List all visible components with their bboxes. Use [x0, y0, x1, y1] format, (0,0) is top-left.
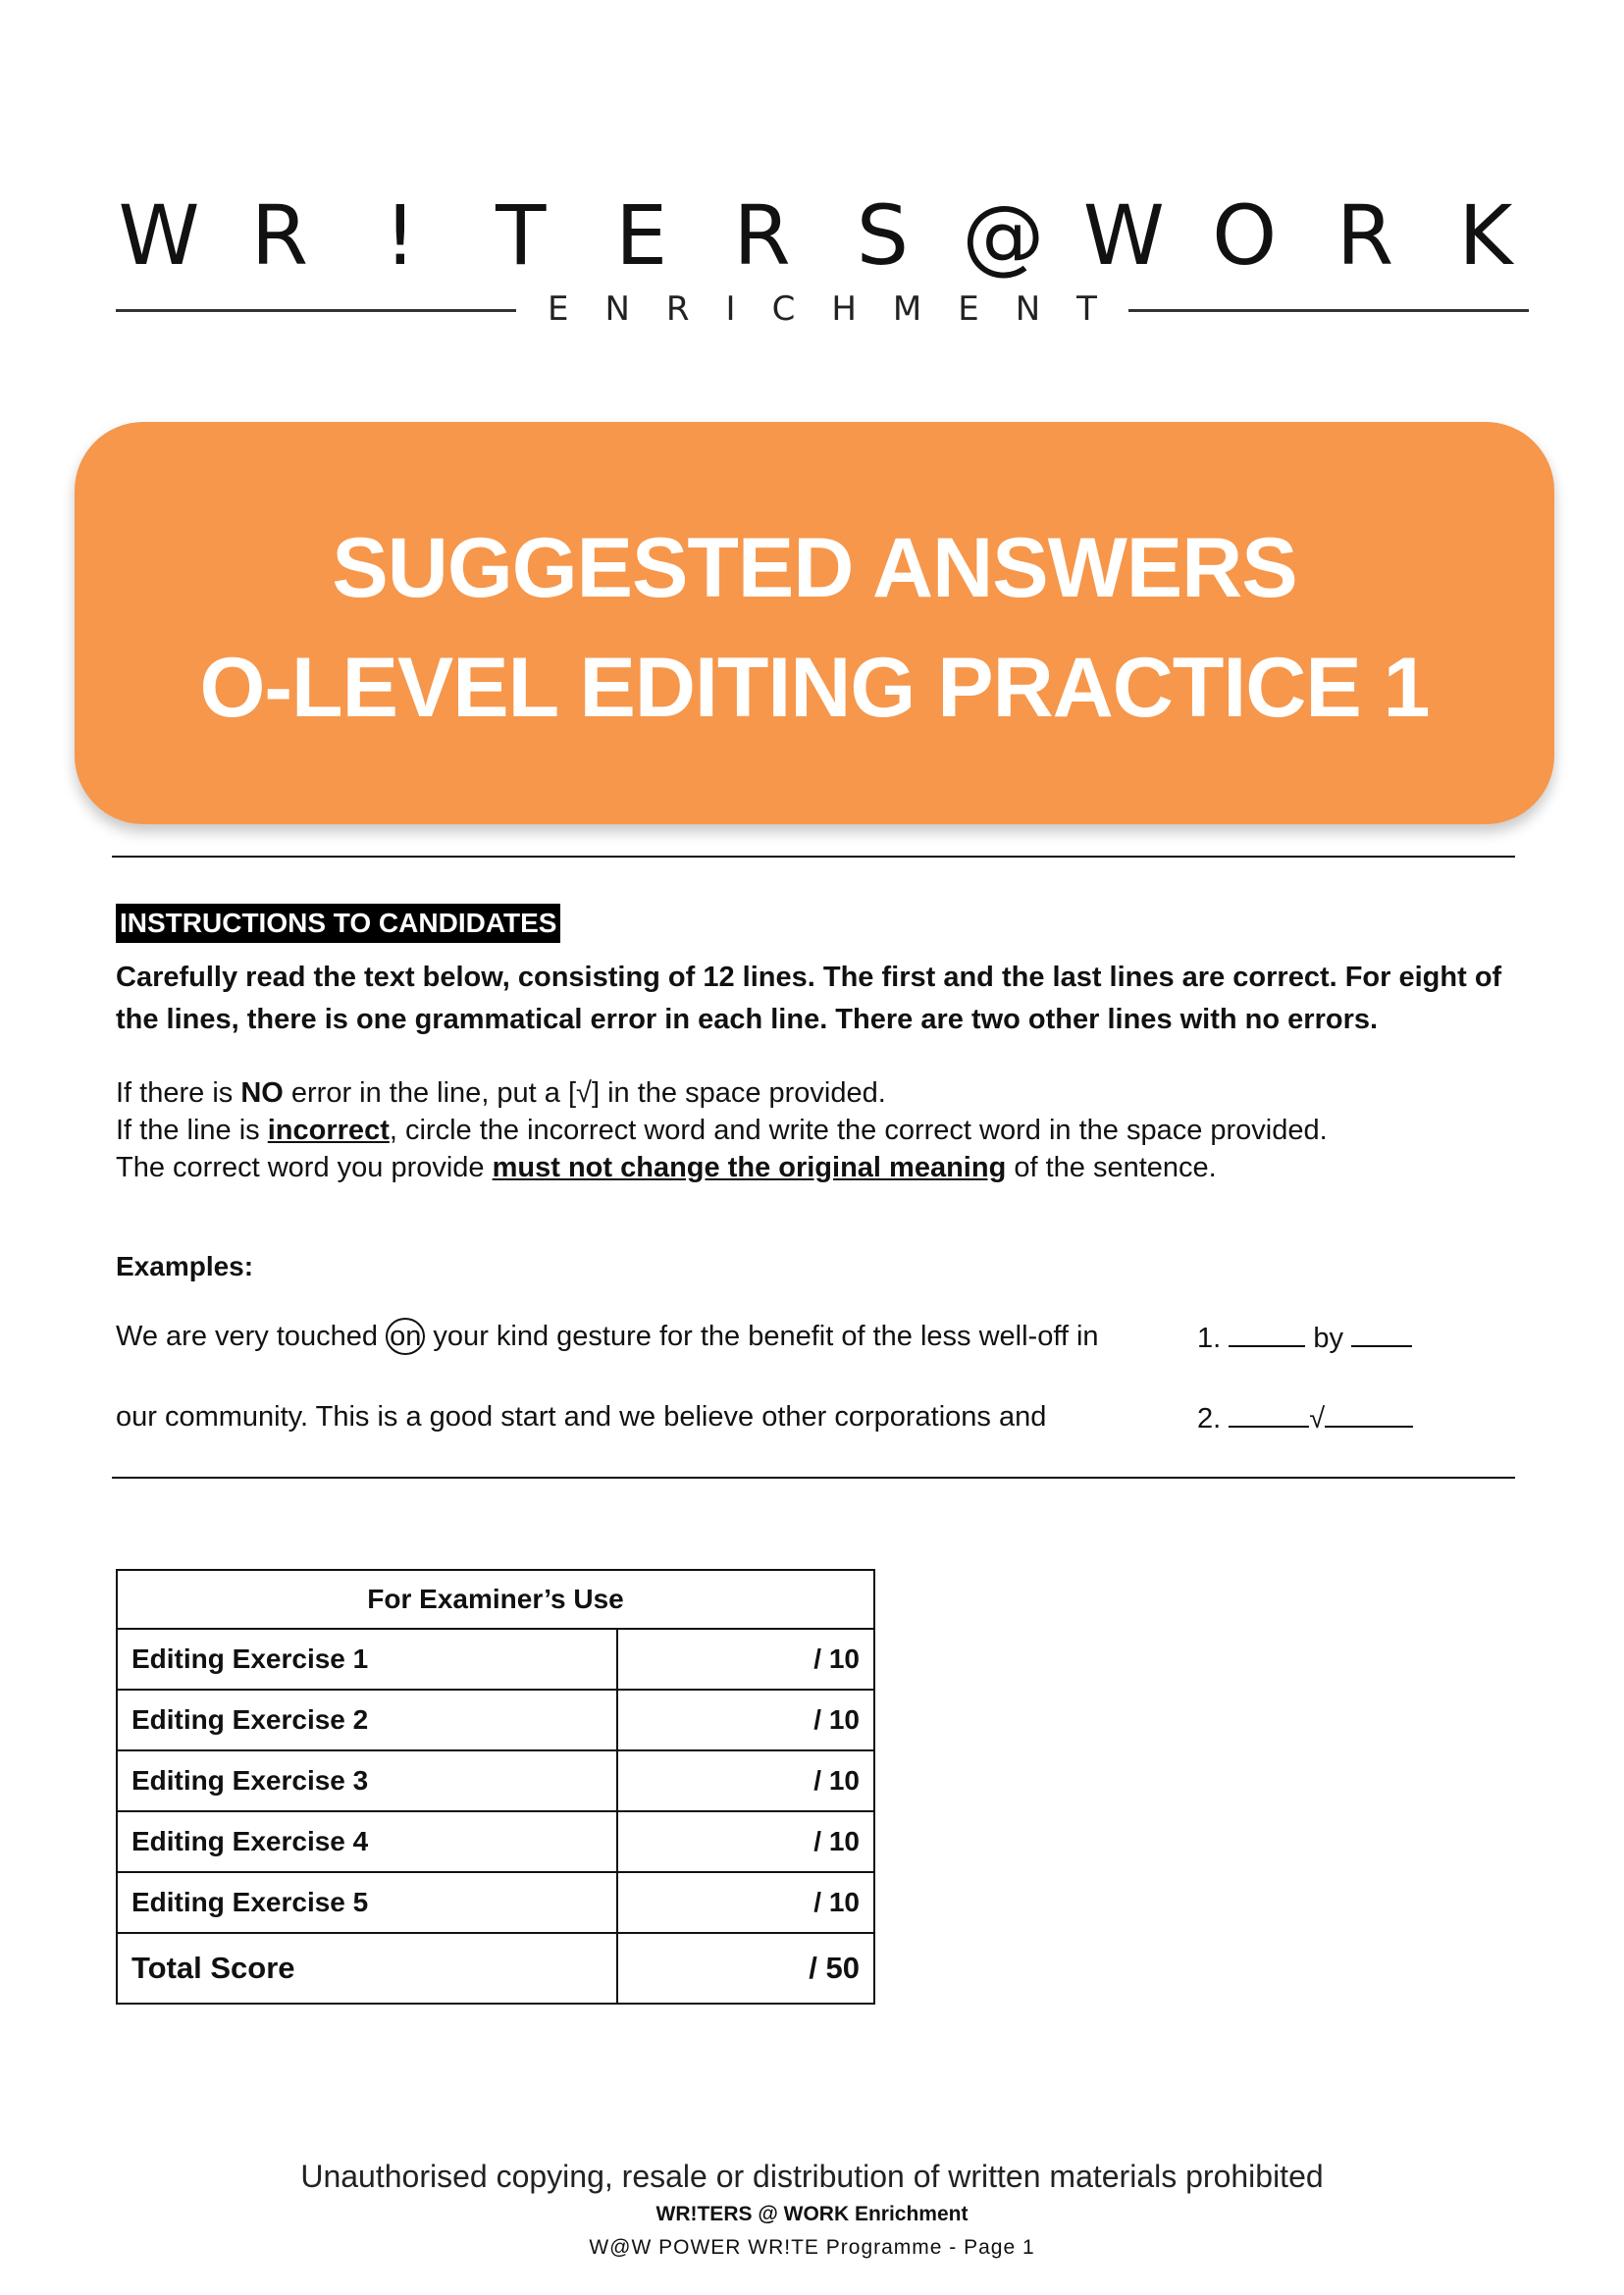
- divider-top: [112, 856, 1515, 858]
- example-line-1: [116, 1318, 1099, 1355]
- table-row: [117, 1872, 874, 1933]
- logo-sub-letter: E: [958, 289, 979, 329]
- logo-sub-letter: E: [548, 289, 569, 329]
- total-value: / 50: [617, 1933, 874, 2004]
- answer-blank: [1351, 1318, 1412, 1347]
- banner-title-line1: SUGGESTED ANSWERS: [332, 521, 1297, 615]
- footer-page-number: W@W POWER WR!TE Programme - Page 1: [589, 2236, 1035, 2259]
- logo-letter: O: [1212, 187, 1278, 284]
- answer-tick: √: [1309, 1403, 1326, 1434]
- banner-title-line2: O-LEVEL EDITING PRACTICE 1: [199, 641, 1430, 735]
- title-banner: [75, 422, 1554, 824]
- answer-blank: [1229, 1398, 1309, 1428]
- example-answer-2: [1197, 1398, 1413, 1437]
- table-header-row: [117, 1570, 874, 1629]
- total-label: Total Score: [117, 1933, 617, 2004]
- row-value: / 10: [617, 1690, 874, 1750]
- table-row: [117, 1690, 874, 1750]
- text: , circle the incorrect word and write the correct word in the space provided.: [389, 1115, 1328, 1146]
- instructions-heading: INSTRUCTIONS TO CANDIDATES: [116, 904, 560, 943]
- emphasis-incorrect: incorrect: [267, 1115, 390, 1146]
- logo-sub-letter: N: [1015, 289, 1041, 329]
- writers-at-work-logo: [116, 187, 1529, 339]
- answer-blank: [1325, 1398, 1413, 1428]
- row-value: / 10: [617, 1750, 874, 1811]
- text: your kind gesture for the benefit of the less well-off in: [425, 1321, 1099, 1352]
- logo-letter: W: [118, 187, 200, 284]
- row-label: Editing Exercise 4: [117, 1811, 617, 1872]
- logo-letter: T: [496, 187, 547, 284]
- example-line-2: our community. This is a good start and we believe other corporations and: [116, 1401, 1047, 1433]
- total-row: [117, 1933, 874, 2004]
- logo-rule-left: [116, 309, 516, 312]
- logo-sub-letter: N: [604, 289, 630, 329]
- row-value: / 10: [617, 1811, 874, 1872]
- logo-sub-letter: M: [892, 289, 922, 329]
- logo-sub-letter: T: [1076, 289, 1097, 329]
- text: The correct word you provide: [116, 1152, 493, 1183]
- text: We are very touched: [116, 1321, 387, 1352]
- text: error in the line, put a [√] in the space provided.: [283, 1077, 886, 1109]
- row-value: / 10: [617, 1629, 874, 1690]
- logo-letter: E: [615, 187, 668, 284]
- footer-brand: WR!TERS @ WORK Enrichment: [655, 2203, 969, 2225]
- row-label: Editing Exercise 2: [117, 1690, 617, 1750]
- examples-label: Examples:: [116, 1251, 254, 1281]
- logo-sub-letter: R: [665, 289, 690, 329]
- logo-letter: @: [962, 187, 1045, 284]
- examiner-score-table: [116, 1569, 875, 2005]
- logo-letter: R: [250, 187, 309, 284]
- logo-letter: K: [1458, 187, 1513, 284]
- logo-wordmark: [116, 187, 1529, 284]
- divider-bottom: [112, 1477, 1515, 1479]
- logo-sub-letter: I: [725, 289, 736, 329]
- answer-number: 1.: [1197, 1323, 1222, 1354]
- footer-copyright-notice: Unauthorised copying, resale or distribution of written materials prohibited: [300, 2159, 1324, 2194]
- text: of the sentence.: [1006, 1152, 1217, 1183]
- table-row: [117, 1629, 874, 1690]
- logo-sub-letter: C: [771, 289, 796, 329]
- instruction-line-incorrect: [116, 1112, 1529, 1149]
- logo-subtitle: [116, 289, 1529, 329]
- logo-rule-right: [1128, 309, 1529, 312]
- logo-letter: W: [1082, 187, 1165, 284]
- emphasis-no: NO: [240, 1077, 284, 1109]
- row-label: Editing Exercise 5: [117, 1872, 617, 1933]
- text: If there is: [116, 1077, 241, 1109]
- circled-word: on: [386, 1318, 425, 1355]
- instructions-summary: Carefully read the text below, consisting of 12 lines. The first and the last lines are correct. For eight of the lines, there is one grammatical error in each line. There are two other lines with no errors.: [116, 962, 1502, 1035]
- logo-enrichment: [548, 289, 1097, 329]
- table-row: [117, 1811, 874, 1872]
- instruction-line-no-error: [116, 1074, 1529, 1112]
- logo-letter: R: [733, 187, 791, 284]
- logo-letter: R: [1336, 187, 1394, 284]
- answer-blank: [1229, 1318, 1305, 1347]
- row-label: Editing Exercise 3: [117, 1750, 617, 1811]
- table-header: For Examiner’s Use: [117, 1570, 874, 1629]
- row-label: Editing Exercise 1: [117, 1629, 617, 1690]
- table-row: [117, 1750, 874, 1811]
- logo-sub-letter: H: [831, 289, 857, 329]
- emphasis-meaning: must not change the original meaning: [492, 1152, 1007, 1183]
- instruction-line-meaning: [116, 1149, 1529, 1186]
- answer-number: 2.: [1197, 1403, 1222, 1434]
- row-value: / 10: [617, 1872, 874, 1933]
- logo-letter: S: [856, 187, 910, 284]
- example-answer-1: [1197, 1318, 1412, 1357]
- logo-letter: !: [383, 187, 417, 284]
- answer-word: by: [1313, 1323, 1343, 1354]
- text: If the line is: [116, 1115, 268, 1146]
